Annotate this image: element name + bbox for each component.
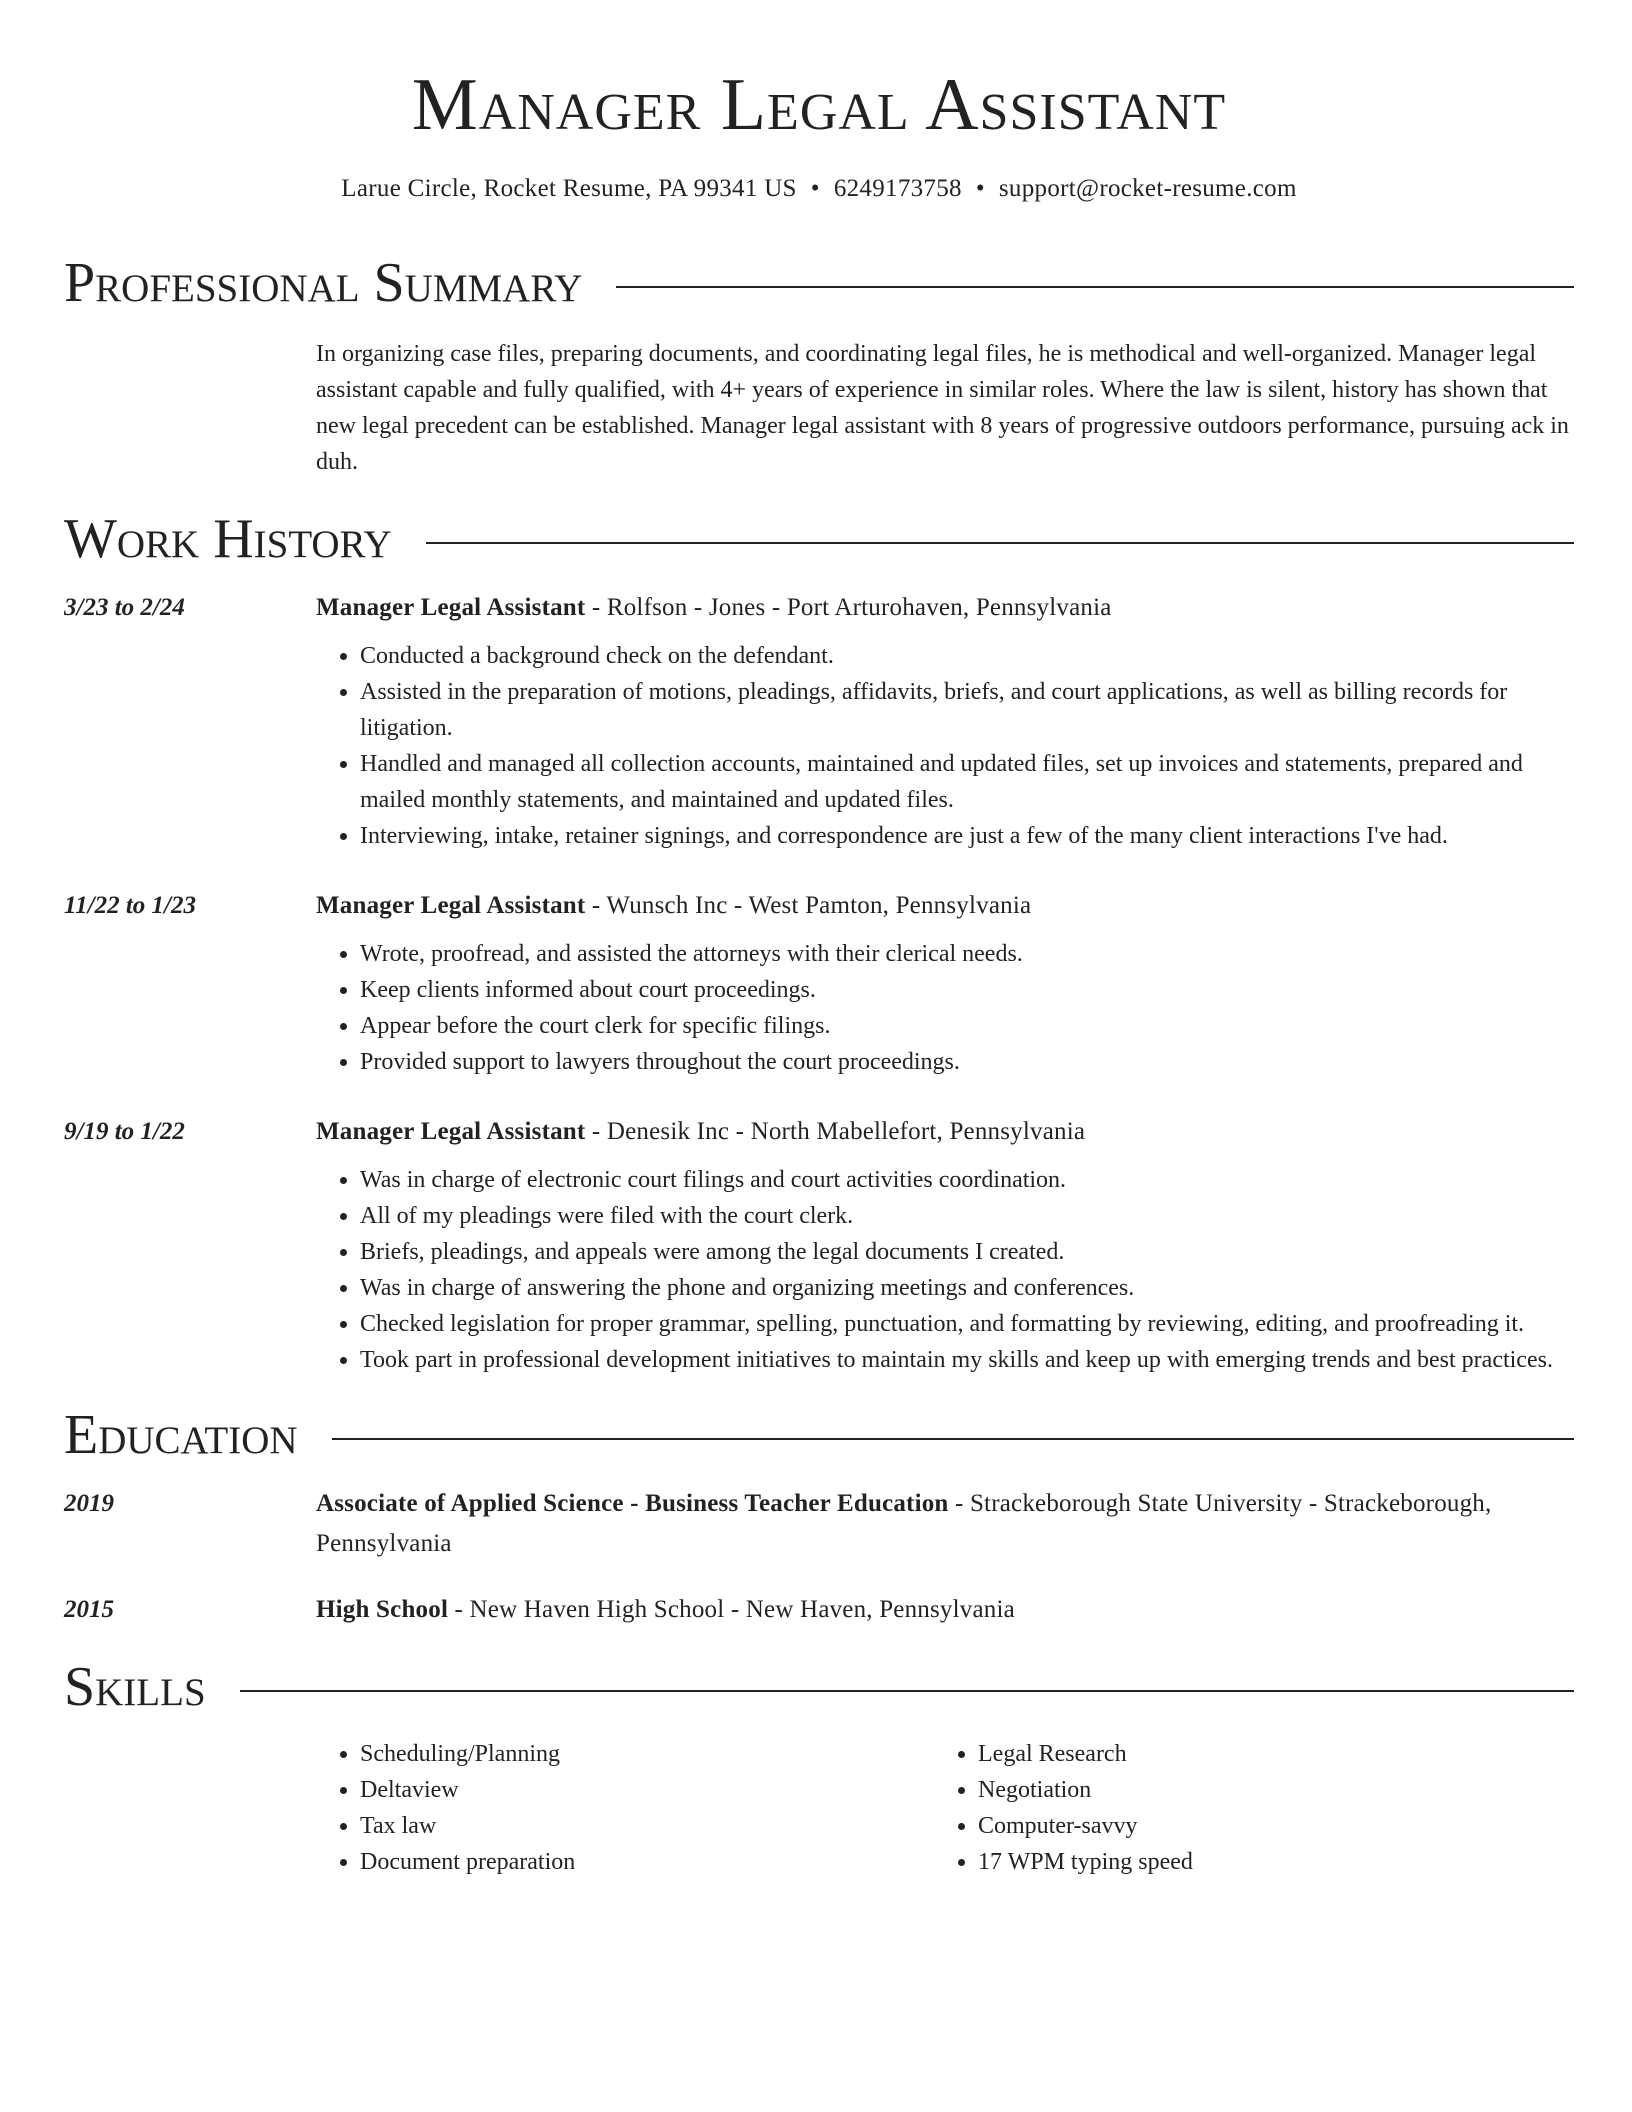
list-item: • All of my pleadings were filed with the court clerk. — [360, 1198, 1574, 1234]
work-entry — [64, 886, 1574, 1080]
list-item: • Appear before the court clerk for specific filings. — [360, 1008, 1574, 1044]
contact-separator: • — [810, 175, 820, 202]
education-body — [316, 1484, 1574, 1564]
skills-grid — [316, 1736, 1574, 1880]
work-bullets — [316, 1162, 1574, 1378]
contact-address: Larue Circle, Rocket Resume, PA 99341 US — [341, 175, 797, 202]
skill-item: • Negotiation — [978, 1772, 1552, 1808]
work-details: - Wunsch Inc - West Pamton, Pennsylvania — [585, 892, 1032, 919]
work-role: Manager Legal Assistant — [316, 1118, 586, 1145]
work-title-line — [316, 1112, 1574, 1152]
summary-text: In organizing case files, preparing documents, and coordinating legal files, he is methodical and well-organized. Manager legal assistant capable and fully qualified, with 4+ years of experience in similar roles. Where the law is silent, history has shown that new legal precedent can be established. Manager legal assistant with 8 years of progressive outdoors performance, pursuing ack in duh. — [316, 341, 1569, 475]
education-title-line — [316, 1590, 1574, 1630]
education-title-line — [316, 1484, 1574, 1564]
section-divider — [332, 1438, 1574, 1440]
list-item: • Provided support to lawyers throughout the court proceedings. — [360, 1044, 1574, 1080]
summary-section-header — [64, 252, 1574, 314]
work-date: 9/19 to 1/22 — [64, 1118, 185, 1145]
skills-section-title: Skills — [64, 1656, 206, 1718]
skill-item: • 17 WPM typing speed — [978, 1844, 1552, 1880]
work-body — [316, 588, 1574, 854]
list-item: • Interviewing, intake, retainer signings, and correspondence are just a few of the many client interactions I've had. — [360, 818, 1574, 854]
skill-item: • Document preparation — [360, 1844, 934, 1880]
work-body — [316, 1112, 1574, 1378]
work-entry — [64, 588, 1574, 854]
work-title-line — [316, 588, 1574, 628]
work-body — [316, 886, 1574, 1080]
work-history-list — [64, 588, 1574, 1378]
education-entry — [64, 1590, 1574, 1630]
list-item: • Conducted a background check on the defendant. — [360, 638, 1574, 674]
work-section-header — [64, 508, 1574, 570]
skills-section-header — [64, 1656, 1574, 1718]
education-degree: High School — [316, 1596, 449, 1623]
skills-column-left — [316, 1736, 934, 1880]
work-section-title: Work History — [64, 508, 392, 570]
contact-separator: • — [975, 175, 985, 202]
contact-phone: 6249173758 — [833, 175, 962, 202]
education-entry — [64, 1484, 1574, 1564]
list-item: • Briefs, pleadings, and appeals were among the legal documents I created. — [360, 1234, 1574, 1270]
section-divider — [616, 286, 1574, 288]
education-details: - Strackeborough State University - Strackeborough, Pennsylvania — [316, 1490, 1492, 1557]
list-item: • Wrote, proofread, and assisted the attorneys with their clerical needs. — [360, 936, 1574, 972]
summary-section-title: Professional Summary — [64, 252, 583, 314]
skill-item: • Tax law — [360, 1808, 934, 1844]
list-item: • Handled and managed all collection accounts, maintained and updated files, set up invoices and statements, prepared and mailed monthly statements, and maintained and updated files. — [360, 746, 1574, 818]
education-details: - New Haven High School - New Haven, Pennsylvania — [448, 1596, 1015, 1623]
education-section-title: Education — [64, 1404, 298, 1466]
education-list — [64, 1484, 1574, 1630]
section-divider — [426, 542, 1574, 544]
work-bullets — [316, 936, 1574, 1080]
work-role: Manager Legal Assistant — [316, 594, 586, 621]
education-degree: Associate of Applied Science - Business Teacher Education — [316, 1490, 949, 1517]
skill-item: • Scheduling/Planning — [360, 1736, 934, 1772]
list-item: • Was in charge of answering the phone and organizing meetings and conferences. — [360, 1270, 1574, 1306]
list-item: • Took part in professional development initiatives to maintain my skills and keep up with emerging trends and best practices. — [360, 1342, 1574, 1378]
list-item: • Keep clients informed about court proceedings. — [360, 972, 1574, 1008]
section-divider — [240, 1690, 1574, 1692]
skills-column-right — [934, 1736, 1552, 1880]
list-item: • Checked legislation for proper grammar, spelling, punctuation, and formatting by reviewing, editing, and proofreading it. — [360, 1306, 1574, 1342]
work-role: Manager Legal Assistant — [316, 892, 586, 919]
education-date: 2015 — [64, 1596, 114, 1623]
list-item: • Assisted in the preparation of motions, pleadings, affidavits, briefs, and court applications, as well as billing records for litigation. — [360, 674, 1574, 746]
education-date: 2019 — [64, 1490, 114, 1517]
skill-item: • Deltaview — [360, 1772, 934, 1808]
skill-item: • Legal Research — [978, 1736, 1552, 1772]
education-body — [316, 1590, 1574, 1630]
work-entry — [64, 1112, 1574, 1378]
work-details: - Denesik Inc - North Mabellefort, Pennsylvania — [585, 1118, 1086, 1145]
work-date: 3/23 to 2/24 — [64, 594, 185, 621]
work-date: 11/22 to 1/23 — [64, 892, 196, 919]
work-bullets — [316, 638, 1574, 854]
work-details: - Rolfson - Jones - Port Arturohaven, Pennsylvania — [585, 594, 1112, 621]
education-section-header — [64, 1404, 1574, 1466]
skill-item: • Computer-savvy — [978, 1808, 1552, 1844]
contact-line — [64, 172, 1574, 206]
contact-email[interactable]: support@rocket-resume.com — [998, 175, 1297, 202]
candidate-name: Manager Legal Assistant — [411, 64, 1227, 146]
resume-page — [64, 0, 1574, 1880]
list-item: • Was in charge of electronic court filings and court activities coordination. — [360, 1162, 1574, 1198]
work-title-line — [316, 886, 1574, 926]
